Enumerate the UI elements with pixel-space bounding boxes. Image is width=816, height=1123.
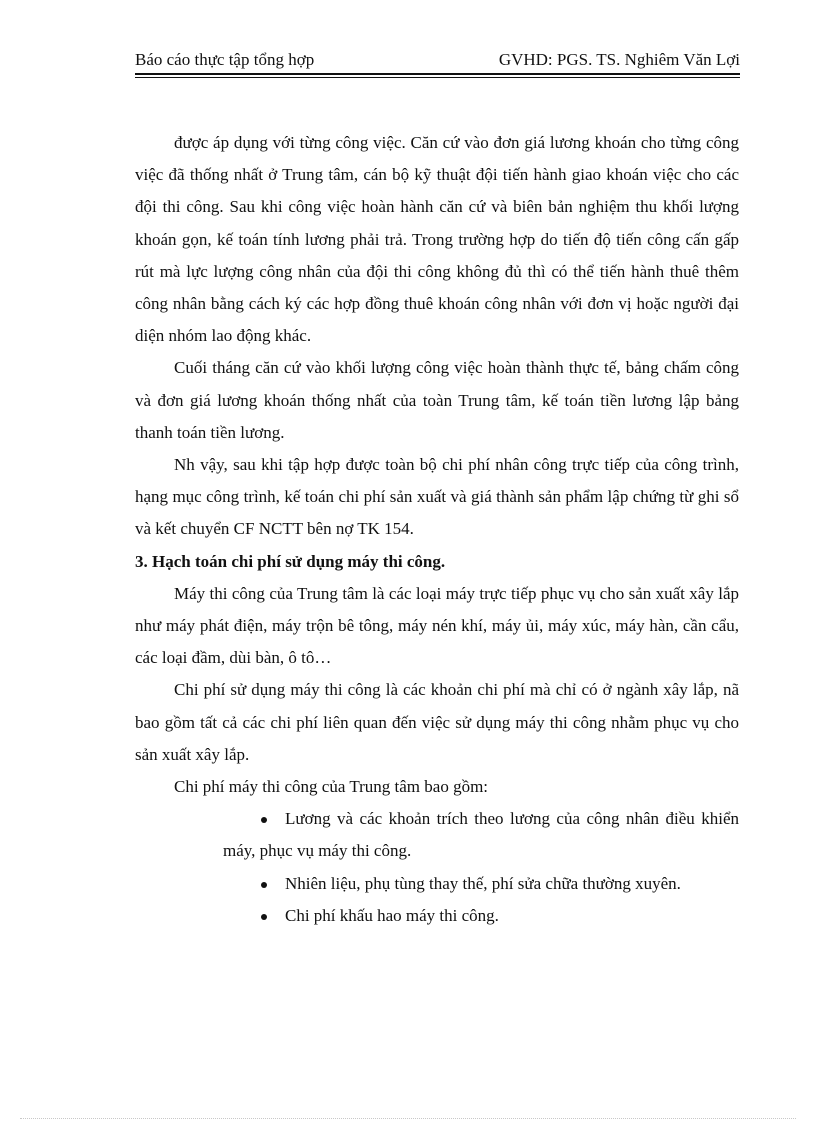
page-bottom-border xyxy=(20,1118,796,1119)
bullet-icon xyxy=(261,914,267,920)
supervisor-label: GVHD: PGS. TS. Nghiêm Văn Lợi xyxy=(498,50,740,69)
section-heading-3: 3. Hạch toán chi phí sử dụng máy thi công. xyxy=(135,551,446,571)
report-title: Báo cáo thực tập tổng hợp xyxy=(135,50,315,69)
header-rule-thin xyxy=(135,77,740,78)
paragraph-4: Máy thi công của Trung tâm là các loại máy trực tiếp phục vụ cho sản xuất xây lắp như máy phát điện, máy trộn bê tông, máy nén khí, máy ủi, máy xúc, máy hàn, cần cẩu, các loại đầm, dùi bàn, ô tô… xyxy=(135,583,739,668)
document-body xyxy=(135,127,739,932)
header-rule-thick xyxy=(135,73,740,75)
bullet-icon xyxy=(261,882,267,888)
cost-items-list xyxy=(135,803,739,932)
paragraph-5: Chi phí sử dụng máy thi công là các khoản chi phí mà chỉ có ở ngành xây lắp, nã bao gồm tất cả các chi phí liên quan đến việc sử dụng máy thi công nhằm phục vụ cho sản xuất xây lắp. xyxy=(135,680,739,764)
paragraph-1: được áp dụng với từng công việc. Căn cứ vào đơn giá lương khoán cho từng công việc đã thống nhất ở Trung tâm, cán bộ kỹ thuật đội tiến hành giao khoán việc cho các đội thi công. Sau khi công việc hoàn hành căn cứ và biên bản nghiệm thu khối lượng khoán gọn, kế toán tính lương phải trả. Trong trường hợp do tiến độ tiến công cấn gấp rút mà lực lượng công nhân của đội thi công không đủ thì có thể tiến hành thuê thêm công nhân bằng cách ký các hợp đồng thuê khoán công nhân với đơn vị hoặc người đại diện nhóm lao động khác. xyxy=(135,133,739,346)
page-header xyxy=(135,46,740,74)
list-item-text: Lương và các khoản trích theo lương của công nhân điều khiển máy, phục vụ máy thi công. xyxy=(223,809,739,861)
paragraph-3: Nh vậy, sau khi tập hợp được toàn bộ chi phí nhân công trực tiếp của công trình, hạng mục công trình, kế toán chi phí sản xuất và giá thành sản phẩm lập chứng từ ghi sổ và kết chuyển CF NCTT bên nợ TK 154. xyxy=(135,455,739,539)
paragraph-6: Chi phí máy thi công của Trung tâm bao gồm: xyxy=(174,777,489,797)
paragraph-2: Cuối tháng căn cứ vào khối lượng công việc hoàn thành thực tế, bảng chấm công và đơn giá lương khoán thống nhất của toàn Trung tâm, kế toán tiền lương lập bảng thanh toán tiền lương. xyxy=(135,358,739,442)
list-item-text: Chi phí khấu hao máy thi công. xyxy=(285,905,499,925)
list-item xyxy=(135,868,739,900)
list-item xyxy=(135,803,739,867)
list-item-text: Nhiên liệu, phụ tùng thay thế, phí sửa chữa thường xuyên. xyxy=(285,873,681,893)
bullet-icon xyxy=(261,817,267,823)
list-item xyxy=(135,900,739,932)
